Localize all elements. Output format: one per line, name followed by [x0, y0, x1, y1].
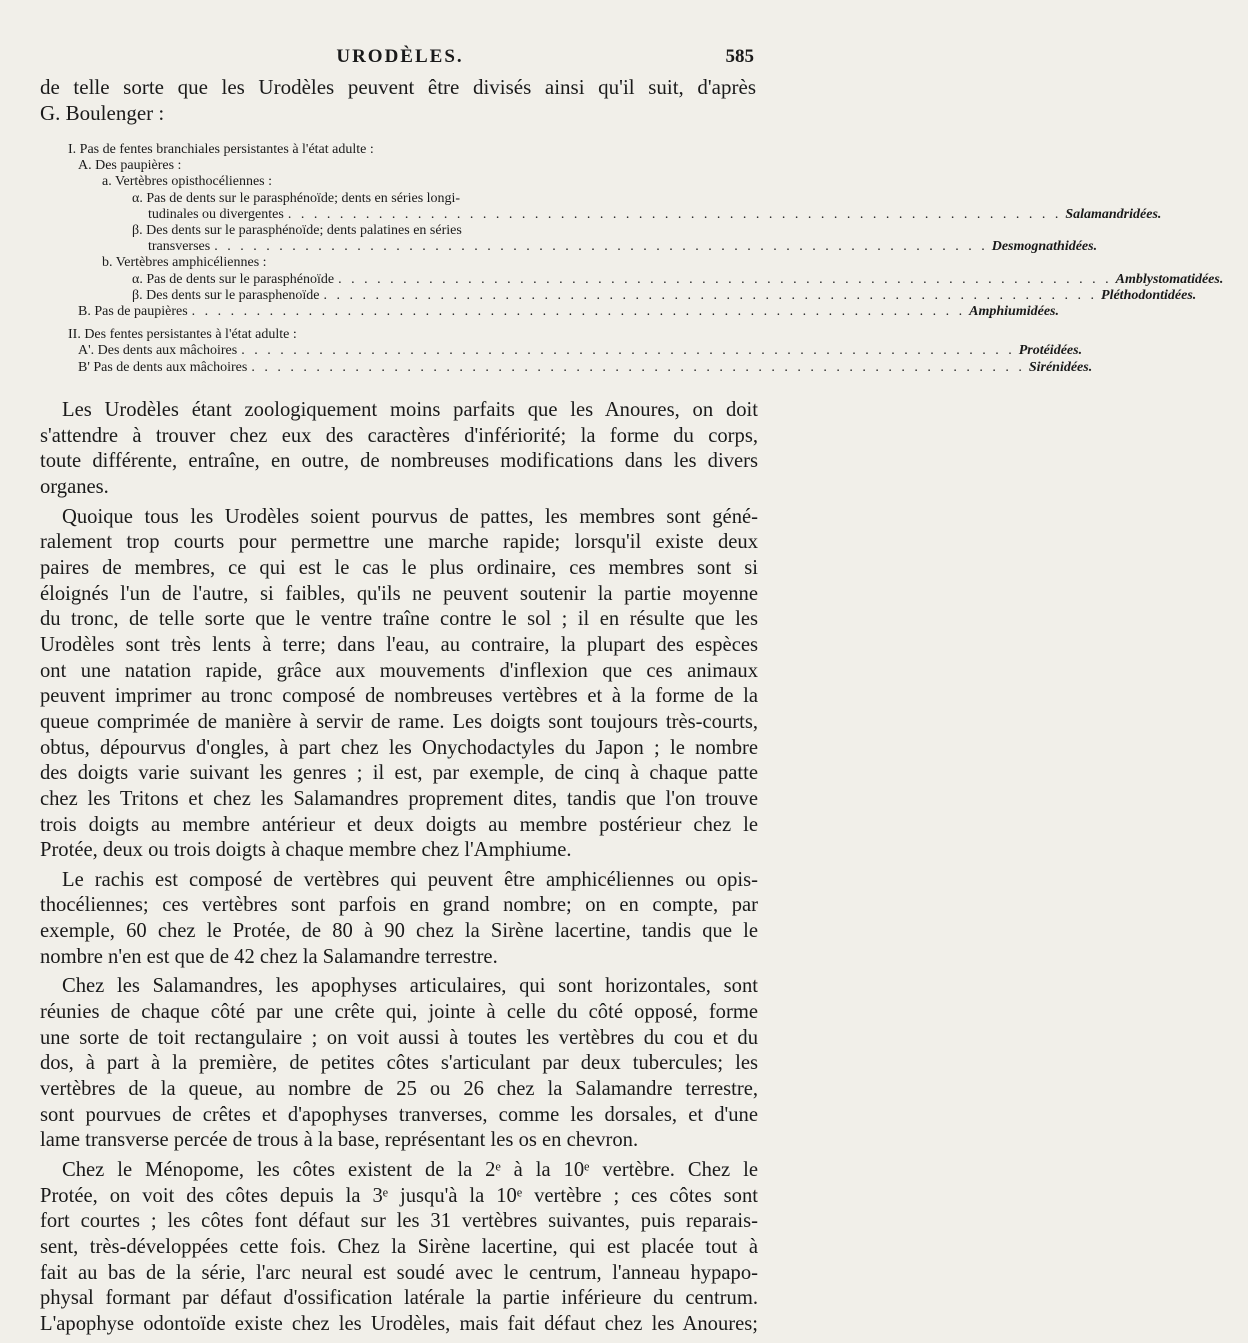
- classification-row: [68, 327, 728, 343]
- leader-dots: . . . . . . . . . . . . . . . . . . . . . . . . . . . . . . . . . . . . . . . . . . . . . . . . . . . . . . . . . . . .: [287, 206, 1062, 222]
- classification-label: transverses: [148, 239, 211, 255]
- leader-dots: . . . . . . . . . . . . . . . . . . . . . . . . . . . . . . . . . . . . . . . . . . . . . . . . . . . . . . . . . . . .: [214, 239, 988, 255]
- text-line: Protée, on voit des côtes depuis la 3ᵉ jusqu'à la 10ᵉ vertèbre ; ces côtes sont: [40, 1184, 758, 1207]
- text-line: Les Urodèles étant zoologiquement moins parfaits que les Anoures, on doit: [62, 399, 758, 421]
- page-number: 585: [725, 46, 754, 67]
- text-line: obtus, dépourvus d'ongles, à part chez les Onychodactyles du Japon ; le nombre: [40, 736, 758, 759]
- paragraph: [40, 974, 758, 1154]
- text-line: queue comprimée de manière à servir de rame. Les doigts sont toujours très-courts,: [40, 710, 758, 733]
- text-line: sent, très-développées cette fois. Chez la Sirène lacertine, qui est placée tout à: [40, 1236, 758, 1258]
- classification-row: [68, 343, 1083, 359]
- classification-row: [68, 271, 1224, 288]
- text-line: exemple, 60 chez le Protée, de 80 à 90 chez la Sirène lacertine, tandis que le: [40, 920, 758, 943]
- classification-row: [68, 206, 1162, 223]
- classification-label: A. Des paupières :: [78, 158, 182, 174]
- paragraph: [40, 398, 758, 501]
- text-line: réunies de chaque côté par une crête qui, jointe à celle du côté opposé, forme: [40, 1001, 758, 1024]
- running-head-title: URODÈLES.: [336, 46, 464, 67]
- text-line: du tronc, de telle sorte que le ventre traîne contre le sol ; il en résulte que les: [40, 608, 758, 631]
- classification-gap: [68, 320, 728, 327]
- text-line: Chez le Ménopome, les côtes existent de la 2ᵉ à la 10ᵉ vertèbre. Chez le: [62, 1159, 758, 1182]
- classification-label: A'. Des dents aux mâchoires: [78, 343, 238, 359]
- text-line: vertèbres de la queue, au nombre de 25 ou 26 chez la Salamandre terrestre,: [40, 1078, 758, 1101]
- text-line: lame transverse percée de trous à la base, représentant les os en chevron.: [40, 1129, 639, 1152]
- classification-row: [68, 223, 728, 239]
- text-line: fort courtes ; les côtes font défaut sur les 31 vertèbres suivantes, puis reparais-: [40, 1210, 758, 1233]
- classification-row: [68, 191, 728, 207]
- classification-label: β. Des dents sur le parasphénoïde; dents palatines en séries: [132, 223, 462, 239]
- intro-paragraph: [40, 74, 756, 126]
- text-line: s'attendre à trouver chez eux des caractères d'infériorité; la forme du corps,: [40, 424, 758, 447]
- body-text: [40, 398, 758, 1342]
- taxon-name: Amblystomatidées.: [1115, 271, 1224, 287]
- text-line: fait au bas de la série, l'arc neural est soudé avec le centrum, l'anneau hypapo-: [40, 1261, 758, 1284]
- text-line: chez les Tritons et chez les Salamandres proprement dites, tandis que l'on trouve: [40, 787, 758, 810]
- classification-table: [68, 142, 1224, 376]
- classification-row: [68, 174, 728, 190]
- leader-dots: . . . . . . . . . . . . . . . . . . . . . . . . . . . . . . . . . . . . . . . . . . . . . . . . . . . . . . . . . . . .: [191, 304, 966, 320]
- text-line: paires de membres, ce qui est le cas le plus ordinaire, ces membres sont si: [40, 556, 758, 579]
- classification-row: [68, 158, 728, 174]
- classification-label: B. Pas de paupières: [78, 304, 188, 320]
- paragraph: [40, 505, 758, 864]
- text-line: nombre n'en est que de 42 chez la Salamandre terrestre.: [40, 945, 498, 968]
- leader-dots: . . . . . . . . . . . . . . . . . . . . . . . . . . . . . . . . . . . . . . . . . . . . . . . . . . . . . . . . . . . .: [338, 271, 1112, 287]
- taxon-name: Pléthodontidées.: [1101, 287, 1197, 303]
- leader-dots: . . . . . . . . . . . . . . . . . . . . . . . . . . . . . . . . . . . . . . . . . . . . . . . . . . . . . . . . . . . .: [241, 343, 1015, 359]
- text-line: physal formant par défaut d'ossification latérale la partie inférieure du centrum.: [40, 1287, 758, 1310]
- taxon-name: Protéidées.: [1018, 343, 1083, 359]
- text-line: Quoique tous les Urodèles soient pourvus de pattes, les membres sont géné-: [62, 505, 758, 528]
- text-line: thocéliennes; ces vertèbres sont parfois en grand nombre; on en compte, par: [40, 894, 758, 917]
- classification-label: B' Pas de dents aux mâchoires: [78, 359, 248, 375]
- classification-label: α. Pas de dents sur le parasphénoïde; dents en séries longi-: [132, 190, 461, 206]
- classification-row: [68, 255, 728, 271]
- text-line: Le rachis est composé de vertèbres qui peuvent être amphicéliennes ou opis-: [62, 868, 758, 891]
- text-line: Chez les Salamandres, les apophyses articulaires, qui sont horizontales, sont: [62, 975, 758, 998]
- classification-label: b. Vertèbres amphicéliennes :: [102, 255, 267, 271]
- classification-label: I. Pas de fentes branchiales persistantes à l'état adulte :: [68, 142, 374, 157]
- text-line: peuvent imprimer au tronc composé de nombreuses vertèbres et à la forme de la: [40, 685, 758, 708]
- text-line: Protée, deux ou trois doigts à chaque membre chez l'Amphiume.: [40, 839, 572, 862]
- classification-row: [68, 359, 1093, 376]
- leader-dots: . . . . . . . . . . . . . . . . . . . . . . . . . . . . . . . . . . . . . . . . . . . . . . . . . . . . . . . . . . . .: [251, 359, 1025, 375]
- text-line: une sorte de toit rectangulaire ; on voit aussi à toutes les vertèbres du cou et du: [40, 1026, 758, 1049]
- classification-label: α. Pas de dents sur le parasphénoïde: [132, 271, 335, 287]
- text-line: Urodèles sont très lents à terre; dans l'eau, au contraire, la plupart des espèces: [40, 633, 758, 656]
- text-line: ralement trop courts pour permettre une marche rapide; lorsqu'il existe deux: [40, 531, 758, 554]
- text-line: ont une natation rapide, grâce aux mouvements d'inflexion que ces animaux: [40, 659, 758, 682]
- text-line: sont pourvues de crêtes et d'apophyses tranverses, comme les dorsales, et d'une: [40, 1103, 758, 1126]
- taxon-name: Salamandridées.: [1065, 206, 1162, 222]
- classification-row: [68, 287, 1197, 304]
- classification-label: II. Des fentes persistantes à l'état adulte :: [68, 327, 297, 343]
- classification-row: [68, 142, 728, 158]
- text-line: des doigts varie suivant les genres ; il est, par exemple, de cinq à chaque patte: [40, 762, 758, 785]
- classification-label: β. Des dents sur le parasphenoïde: [132, 287, 320, 303]
- intro-line: de telle sorte que les Urodèles peuvent être divisés ainsi qu'il suit, d'après: [40, 75, 756, 99]
- classification-label: tudinales ou divergentes: [148, 206, 284, 222]
- taxon-name: Sirénidées.: [1028, 359, 1093, 375]
- taxon-name: Desmognathidées.: [991, 239, 1098, 255]
- classification-label: a. Vertèbres opisthocéliennes :: [102, 174, 273, 190]
- text-line: trois doigts au membre antérieur et deux doigts au membre postérieur chez le: [40, 813, 758, 836]
- classification-row: [68, 304, 1060, 320]
- text-line: L'apophyse odontoïde existe chez les Urodèles, mais fait défaut chez les Anoures;: [40, 1312, 758, 1335]
- text-line: toute différente, entraîne, en outre, de nombreuses modifications dans les divers: [40, 450, 758, 473]
- paragraph: [40, 868, 758, 971]
- text-line: organes.: [40, 475, 109, 498]
- taxon-name: Amphiumidées.: [969, 304, 1060, 320]
- paragraph: [40, 1158, 758, 1338]
- classification-row: [68, 239, 1098, 255]
- text-line: éloignés l'un de l'autre, si faibles, qu'ils ne peuvent soutenir la partie moyenne: [40, 582, 758, 605]
- leader-dots: . . . . . . . . . . . . . . . . . . . . . . . . . . . . . . . . . . . . . . . . . . . . . . . . . . . . . . . . . . . .: [323, 287, 1098, 303]
- intro-line: G. Boulenger :: [40, 101, 165, 125]
- text-line: dos, à part à la première, de petites côtes s'articulant par deux tubercules; les: [40, 1052, 758, 1075]
